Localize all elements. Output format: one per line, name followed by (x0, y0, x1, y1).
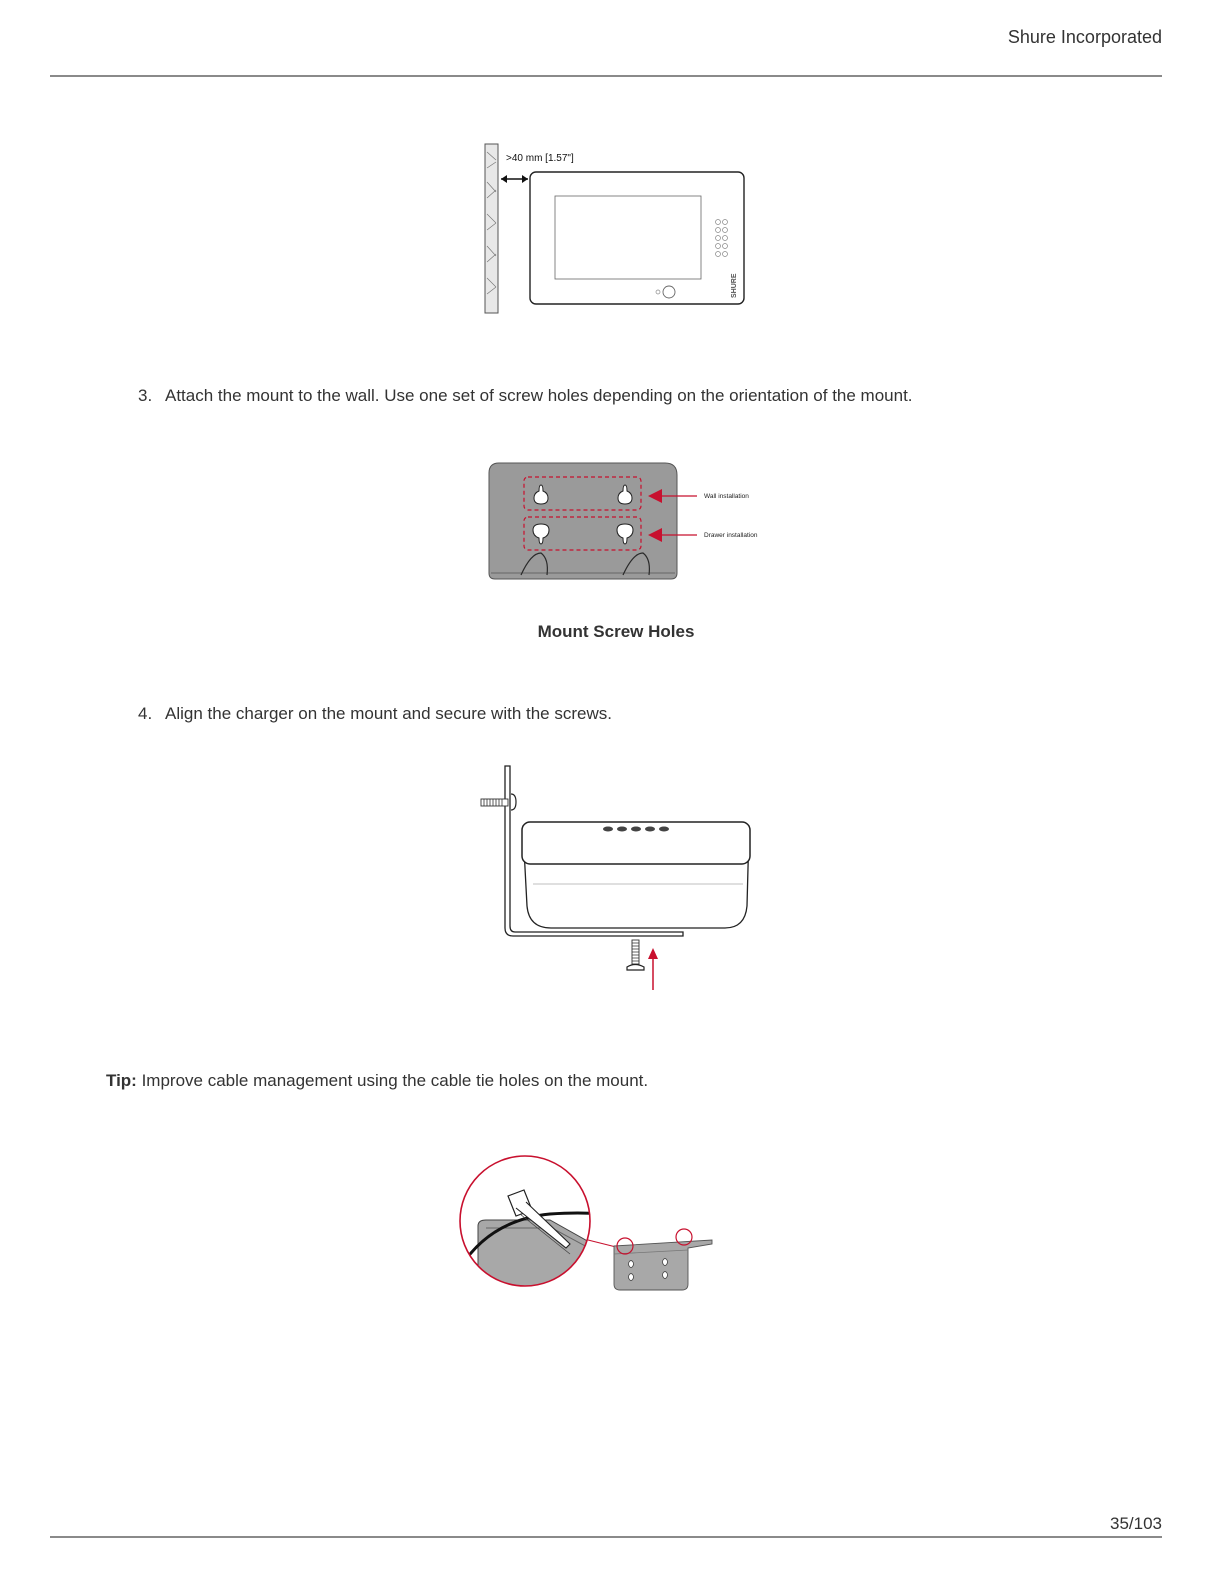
step-text: Align the charger on the mount and secure with the screws. (165, 704, 612, 723)
mount-bracket-small (614, 1240, 712, 1290)
clearance-arrow-icon (501, 175, 528, 183)
figure-caption: Mount Screw Holes (537, 622, 695, 641)
zoom-detail-circle (460, 1156, 600, 1298)
wall-clearance-illustration (470, 138, 760, 323)
page-number: 35/103 (1110, 1514, 1162, 1533)
tip-text: Improve cable management using the cable tie holes on the mount. (136, 1071, 649, 1090)
charger-side-view (522, 822, 750, 928)
charger-on-mount-illustration (475, 762, 760, 994)
charger-front-view (530, 172, 744, 304)
cable-tie-holes-illustration (450, 1148, 725, 1298)
step-text: Attach the mount to the wall. Use one set of screw holes depending on the orientation of the mount. (165, 386, 913, 405)
side-screw-icon (481, 794, 516, 810)
step-number: 3. (138, 386, 153, 405)
mount-plate (489, 463, 677, 579)
insert-direction-arrow-icon (648, 948, 658, 990)
mount-screw-holes-illustration (485, 455, 775, 585)
wall-installation-label: Wall installation (704, 493, 749, 500)
tip-label: Tip: (106, 1071, 137, 1090)
header-company-name: Shure Incorporated (1007, 27, 1162, 47)
tip-paragraph (106, 1071, 648, 1091)
wall-section (485, 144, 498, 313)
footer-divider (50, 1536, 1162, 1538)
brand-logo: SHURE (731, 273, 738, 298)
step-number: 4. (138, 704, 153, 723)
drawer-installation-label: Drawer installation (704, 532, 758, 539)
header-divider (50, 75, 1162, 77)
clearance-label: >40 mm [1.57"] (506, 153, 574, 164)
step-3 (138, 386, 913, 406)
step-4 (138, 704, 612, 724)
bottom-screw-icon (627, 940, 644, 970)
